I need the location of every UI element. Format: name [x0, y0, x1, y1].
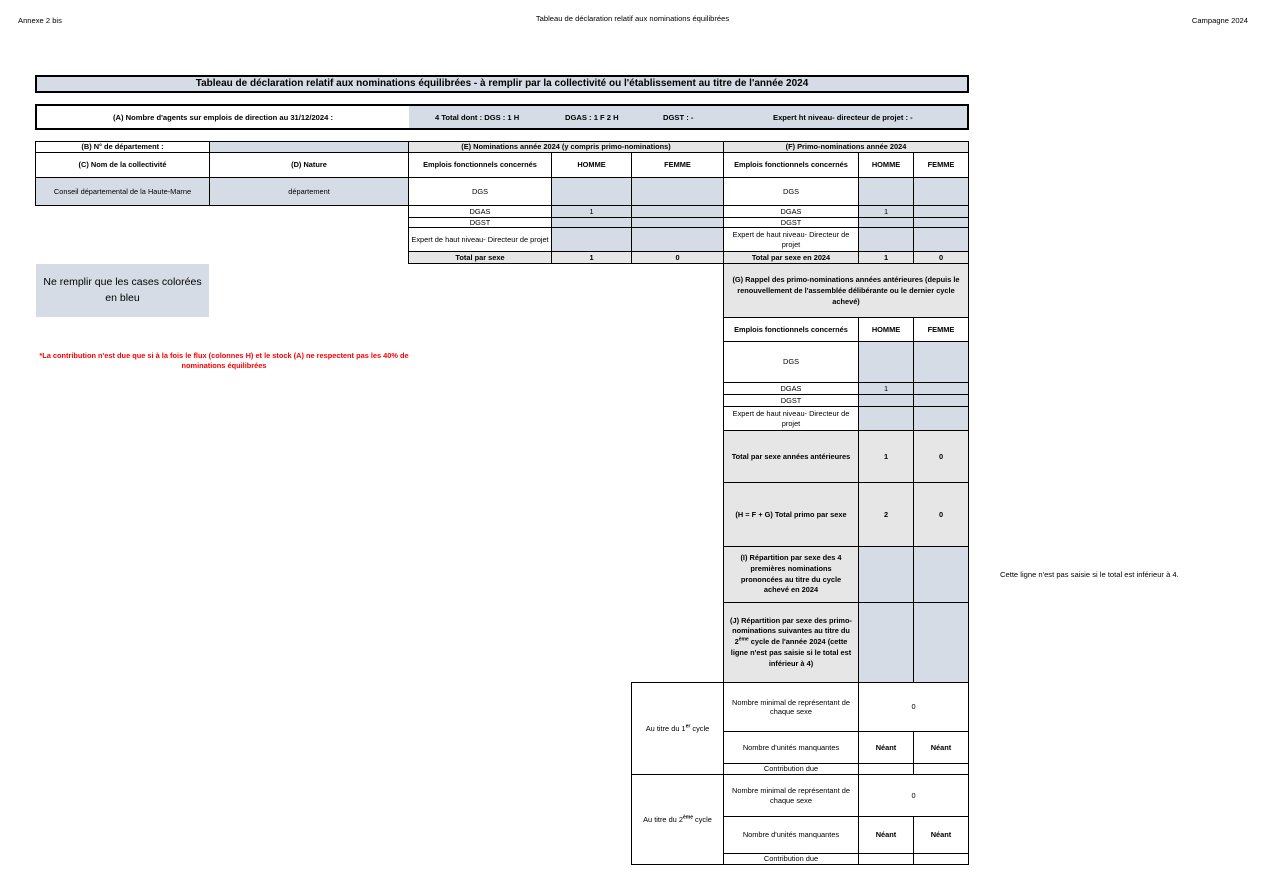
section-f-col-emplois: Emplois fonctionnels concernés	[723, 152, 859, 178]
cycle-2-label: Au titre du 2ème cycle	[631, 774, 724, 865]
cycle-2-contribution-femme	[913, 853, 969, 865]
section-b-label: (B) N° de département :	[35, 141, 210, 153]
cycle-2-min-value: 0	[858, 774, 969, 817]
section-e-title: (E) Nominations année 2024 (y compris primo-nominations)	[408, 141, 724, 153]
page-header-title: Tableau de déclaration relatif aux nominations équilibrées	[535, 14, 730, 23]
section-f-row-label: DGST	[723, 217, 859, 228]
section-f-row-label: DGS	[723, 177, 859, 206]
section-f-row-label: Expert de haut niveau- Directeur de projet	[723, 227, 859, 252]
section-a-dgas: DGAS : 1 F 2 H	[565, 113, 619, 122]
section-f-total-femme: 0	[913, 251, 969, 264]
section-f-femme-input[interactable]	[913, 227, 969, 252]
section-g-row-label: Expert de haut niveau- Directeur de projet	[723, 406, 859, 431]
section-e-row-label: DGST	[408, 217, 552, 228]
cycle-2-units-label: Nombre d'unités manquantes	[723, 816, 859, 854]
section-e-homme-input[interactable]: 1	[551, 205, 632, 218]
section-h-homme: 2	[858, 482, 914, 547]
section-g-femme-input[interactable]	[913, 341, 969, 383]
section-e-femme-input[interactable]	[631, 227, 724, 252]
section-g-total-homme: 1	[858, 430, 914, 483]
section-g-homme-input[interactable]	[858, 406, 914, 431]
section-f-title: (F) Primo-nominations année 2024	[723, 141, 969, 153]
section-g-total-femme: 0	[913, 430, 969, 483]
campaign-label: Campagne 2024	[1191, 16, 1248, 25]
cycle-1-units-homme: Néant	[858, 731, 914, 764]
section-f-col-homme: HOMME	[858, 152, 914, 178]
section-h-label: (H = F + G) Total primo par sexe	[723, 482, 859, 547]
cycle-2-units-femme: Néant	[913, 816, 969, 854]
section-g-col-femme: FEMME	[913, 317, 969, 342]
section-g-row-label: DGS	[723, 341, 859, 383]
section-i-homme-input[interactable]	[858, 546, 914, 603]
cycle-1-units-femme: Néant	[913, 731, 969, 764]
cycle-1-contribution-label: Contribution due	[723, 763, 859, 775]
section-j-homme-input[interactable]	[858, 602, 914, 683]
section-g-title: (G) Rappel des primo-nominations années antérieures (depuis le renouvellement de l'assemblée délibérante ou le dernier cycle achevé)	[723, 263, 969, 318]
section-g-col-homme: HOMME	[858, 317, 914, 342]
section-f-homme-input[interactable]	[858, 177, 914, 206]
cycle-1-label: Au titre du 1er cycle	[631, 682, 724, 775]
cycle-1-min-label: Nombre minimal de représentant de chaque sexe	[723, 682, 859, 732]
section-e-col-emplois: Emplois fonctionnels concernés	[408, 152, 552, 178]
section-g-femme-input[interactable]	[913, 406, 969, 431]
section-c-label: (C) Nom de la collectivité	[35, 152, 210, 178]
section-e-col-femme: FEMME	[631, 152, 724, 178]
main-title: Tableau de déclaration relatif aux nominations équilibrées - à remplir par la collectivité ou l'établissement au titre de l'année 2024	[35, 75, 969, 93]
section-j-femme-input[interactable]	[913, 602, 969, 683]
contribution-note: *La contribution n'est due que si à la fois le flux (colonnes H) et le stock (A) ne respectent pas les 40% de nominations équilibrées	[39, 351, 409, 371]
section-h-femme: 0	[913, 482, 969, 547]
section-e-femme-input[interactable]	[631, 177, 724, 206]
section-a-dgst: DGST : -	[663, 113, 694, 122]
cycle-1-units-label: Nombre d'unités manquantes	[723, 731, 859, 764]
section-i-femme-input[interactable]	[913, 546, 969, 603]
cycle-2-contribution-homme	[858, 853, 914, 865]
section-c-input[interactable]: Conseil départemental de la Haute-Marne	[35, 177, 210, 206]
section-f-col-femme: FEMME	[913, 152, 969, 178]
cycle-2-contribution-label: Contribution due	[723, 853, 859, 865]
section-e-row-label: DGAS	[408, 205, 552, 218]
section-a-box	[35, 104, 969, 130]
section-e-total-femme: 0	[631, 251, 724, 264]
section-f-homme-input[interactable]	[858, 227, 914, 252]
section-e-total-label: Total par sexe	[408, 251, 552, 264]
section-d-input[interactable]: département	[209, 177, 409, 206]
section-e-col-homme: HOMME	[551, 152, 632, 178]
section-g-homme-input[interactable]	[858, 341, 914, 383]
section-f-total-label: Total par sexe en 2024	[723, 251, 859, 264]
section-e-homme-input[interactable]	[551, 227, 632, 252]
fill-blue-note: Ne remplir que les cases colorées en bleu	[36, 264, 209, 317]
section-a-values[interactable]	[409, 106, 967, 128]
section-f-total-homme: 1	[858, 251, 914, 264]
section-g-row-label: DGAS	[723, 382, 859, 395]
cycle-2-units-homme: Néant	[858, 816, 914, 854]
section-i-label: (I) Répartition par sexe des 4 premières nominations prononcées au titre du cycle achevé en 2024	[723, 546, 859, 603]
cycle-2-min-label: Nombre minimal de représentant de chaque sexe	[723, 774, 859, 817]
section-d-label: (D) Nature	[209, 152, 409, 178]
section-f-femme-input[interactable]	[913, 177, 969, 206]
line-note: Cette ligne n'est pas saisie si le total est inférieur à 4.	[1000, 570, 1179, 579]
section-a-expert: Expert ht niveau- directeur de projet : -	[773, 113, 913, 122]
annex-label: Annexe 2 bis	[18, 16, 62, 25]
section-g-row-label: DGST	[723, 394, 859, 407]
section-f-homme-input[interactable]: 1	[858, 205, 914, 218]
section-g-homme-input[interactable]: 1	[858, 382, 914, 395]
section-a-total: 4 Total dont : DGS : 1 H	[435, 113, 520, 122]
section-f-row-label: DGAS	[723, 205, 859, 218]
section-e-row-label: DGS	[408, 177, 552, 206]
section-e-row-label: Expert de haut niveau- Directeur de projet	[408, 227, 552, 252]
section-j-label	[723, 602, 859, 683]
section-a-label: (A) Nombre d'agents sur emplois de direction au 31/12/2024 :	[113, 112, 333, 122]
section-g-total-label: Total par sexe années antérieures	[723, 430, 859, 483]
cycle-1-min-value: 0	[858, 682, 969, 732]
section-e-homme-input[interactable]	[551, 177, 632, 206]
section-j-text: (J) Répartition par sexe des primo-nominations suivantes au titre du 2ème cycle de l'année 2024 (cette ligne n'est pas saisie si le total est inférieur à 4)	[730, 615, 852, 668]
section-e-total-homme: 1	[551, 251, 632, 264]
section-g-col-emplois: Emplois fonctionnels concernés	[723, 317, 859, 342]
